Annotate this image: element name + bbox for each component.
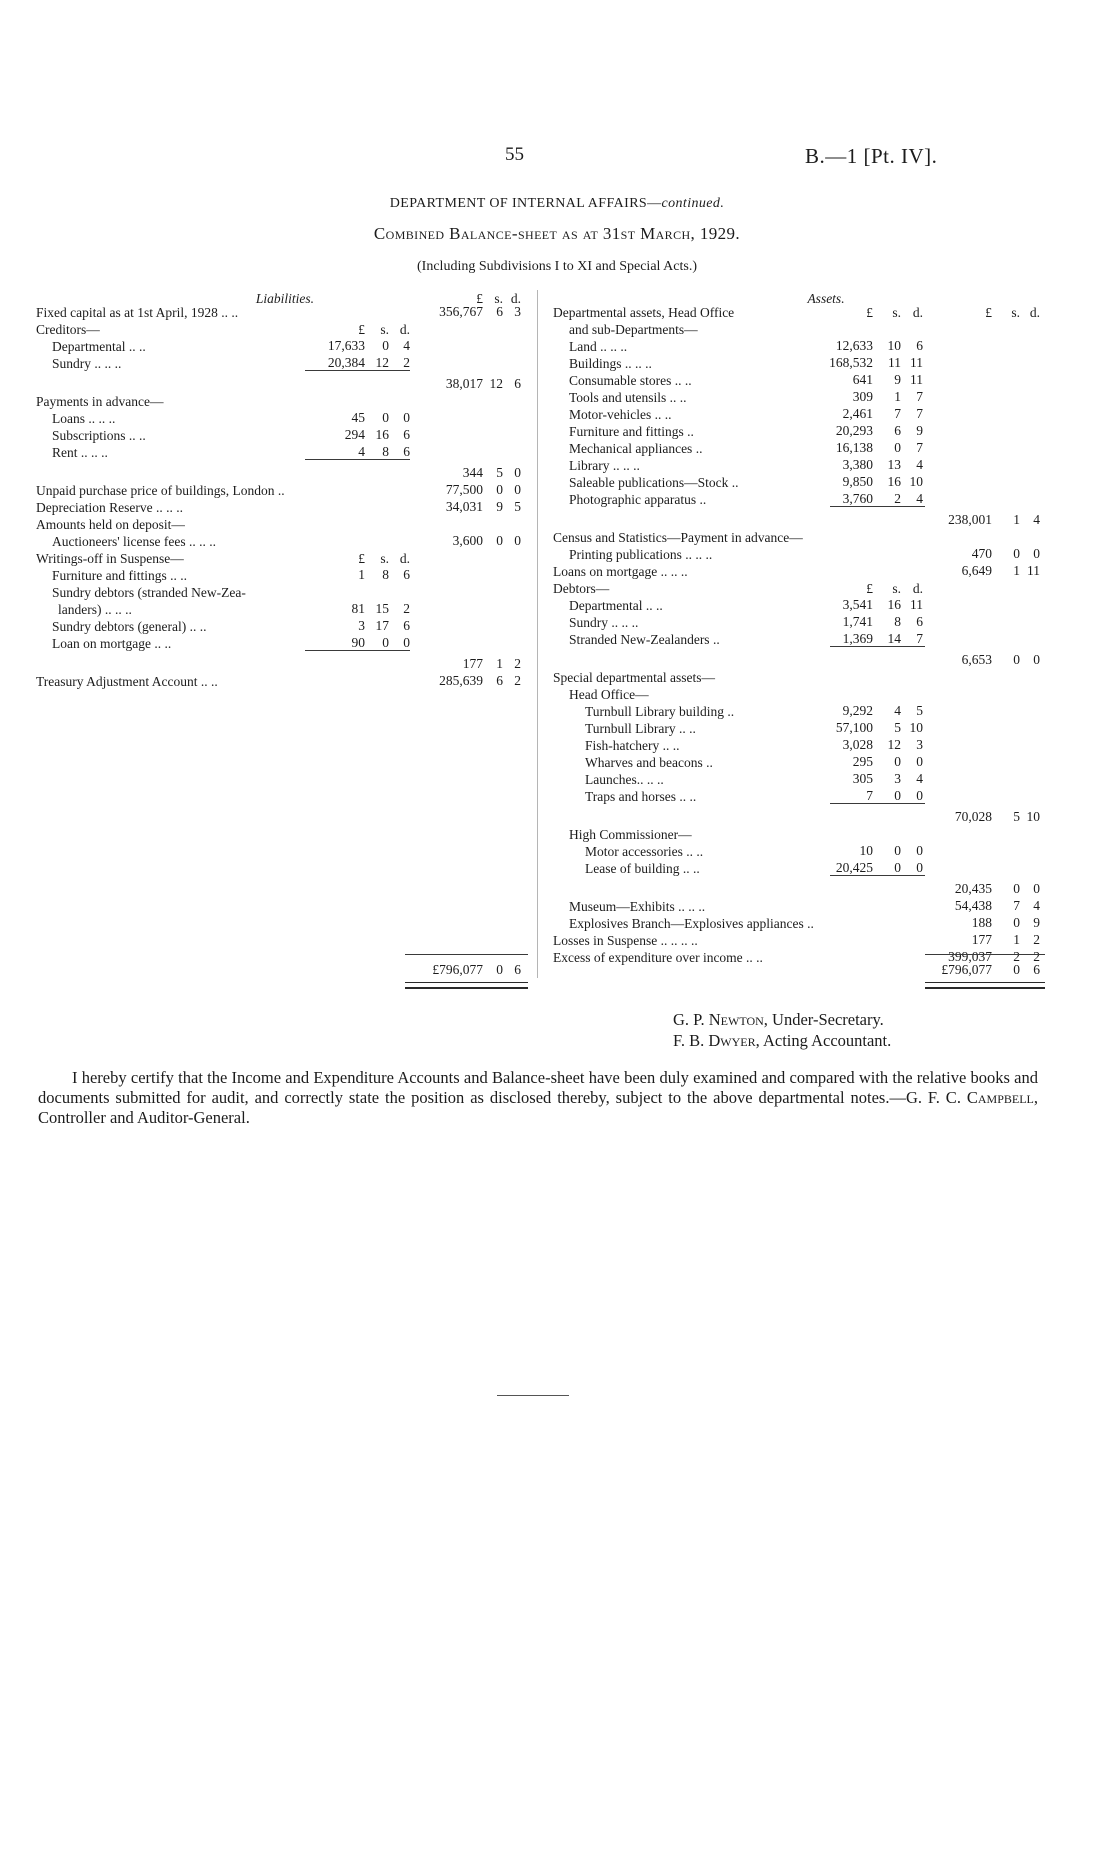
- liabilities-total-amount: 9: [496, 499, 503, 514]
- liabilities-subtotal-rule: [305, 459, 410, 460]
- assets-sub-amount: 16: [887, 474, 901, 489]
- assets-total-amount: 4: [1033, 898, 1040, 913]
- assets-total-amount: 20,435: [954, 881, 992, 896]
- liabilities-sub-amount: 8: [382, 567, 389, 582]
- liabilities-subtotal-rule: [305, 650, 410, 651]
- assets-total-amount: 1: [1013, 932, 1020, 947]
- liabilities-row-label: Departmental .. ..: [52, 339, 146, 354]
- assets-sub-amount: 309: [852, 389, 873, 404]
- assets-total-amount: 177: [971, 932, 992, 947]
- liabilities-sub-amount: 17,633: [327, 338, 365, 353]
- assets-sub-amount: 0: [916, 754, 923, 769]
- assets-total-amount: 0: [1013, 881, 1020, 896]
- department-name: DEPARTMENT OF INTERNAL AFFAIRS—: [389, 196, 662, 211]
- liabilities-sub-amount: 81: [351, 601, 365, 616]
- liabilities-total-amount: 344: [462, 465, 483, 480]
- assets-row-label: Land .. .. ..: [569, 339, 628, 354]
- assets-sub-amount: 0: [916, 843, 923, 858]
- department-continued: continued.: [661, 196, 725, 211]
- assets-sub-amount: 168,532: [829, 355, 873, 370]
- assets-sub-amount: 16: [887, 597, 901, 612]
- assets-row-label: Loans on mortgage .. .. ..: [553, 564, 688, 579]
- liabilities-sub-amount: 6: [403, 427, 410, 442]
- signature-name: Newton: [708, 1010, 764, 1029]
- assets-sub-amount: 4: [916, 771, 923, 786]
- assets-sub-col-head: d.: [912, 581, 923, 596]
- liabilities-sub-amount: 0: [403, 410, 410, 425]
- auditor-name: Campbell: [966, 1088, 1034, 1107]
- assets-row-label: Sundry .. .. ..: [569, 615, 639, 630]
- assets-sub-amount: 0: [894, 860, 901, 875]
- assets-row-label: Buildings .. .. ..: [569, 356, 652, 371]
- liabilities-row-label: Depreciation Reserve .. .. ..: [36, 500, 183, 515]
- assets-sub-amount: 1: [894, 389, 901, 404]
- assets-sub-amount: 11: [910, 597, 923, 612]
- assets-total-amount: 1: [1013, 512, 1020, 527]
- assets-sub-col-head: s.: [892, 305, 901, 320]
- assets-row-label: High Commissioner—: [569, 827, 692, 842]
- assets-sub-amount: 5: [916, 703, 923, 718]
- liabilities-double-rule: [405, 982, 528, 989]
- liabilities-row-label: Creditors—: [36, 322, 100, 337]
- liabilities-col-head: d.: [510, 291, 521, 306]
- assets-total-amount: 0: [1033, 546, 1040, 561]
- liabilities-row-label: Treasury Adjustment Account .. ..: [36, 674, 218, 689]
- liabilities-row-label: Subscriptions .. ..: [52, 428, 146, 443]
- liabilities-sub-amount: 90: [351, 635, 365, 650]
- assets-col-head: d.: [1029, 305, 1040, 320]
- liabilities-row-label: Rent .. .. ..: [52, 445, 108, 460]
- page-number: 55: [505, 144, 524, 165]
- liabilities-grand-total: £796,077: [432, 962, 483, 977]
- assets-sub-amount: 11: [888, 355, 901, 370]
- assets-subtotal-rule: [830, 646, 925, 647]
- assets-row-label: Special departmental assets—: [553, 670, 715, 685]
- assets-sub-amount: 20,293: [835, 423, 873, 438]
- assets-sub-amount: 0: [894, 440, 901, 455]
- liabilities-row-label: Payments in advance—: [36, 394, 164, 409]
- assets-row-label: Photographic apparatus ..: [569, 492, 707, 507]
- assets-sub-amount: 10: [909, 474, 923, 489]
- liabilities-sub-amount: 45: [351, 410, 365, 425]
- assets-grand-total-rule: [925, 954, 1045, 955]
- liabilities-row-label: Loan on mortgage .. ..: [52, 636, 172, 651]
- liabilities-total-amount: 12: [489, 376, 503, 391]
- liabilities-sub-amount: 1: [358, 567, 365, 582]
- liabilities-sub-col-head: d.: [399, 322, 410, 337]
- assets-grand-total: 0: [1013, 962, 1020, 977]
- liabilities-sub-amount: 0: [382, 635, 389, 650]
- assets-sub-amount: 7: [916, 631, 923, 646]
- assets-total-amount: 9: [1033, 915, 1040, 930]
- assets-heading: Assets.: [807, 291, 845, 306]
- assets-sub-amount: 7: [866, 788, 873, 803]
- liabilities-sub-amount: 0: [382, 410, 389, 425]
- assets-sub-amount: 10: [859, 843, 873, 858]
- liabilities-grand-total-rule: [405, 954, 528, 955]
- liabilities-sub-amount: 12: [375, 355, 389, 370]
- assets-row-label: Mechanical appliances ..: [569, 441, 703, 456]
- assets-total-amount: 54,438: [954, 898, 992, 913]
- liabilities-sub-col-head: £: [358, 551, 365, 566]
- assets-row-label: Departmental .. ..: [569, 598, 663, 613]
- liabilities-sub-amount: 6: [403, 444, 410, 459]
- signature-title: , Acting Accountant.: [755, 1031, 892, 1050]
- assets-sub-amount: 11: [910, 355, 923, 370]
- liabilities-sub-amount: 15: [375, 601, 389, 616]
- assets-total-amount: 0: [1033, 652, 1040, 667]
- liabilities-row-label: Sundry debtors (general) .. ..: [52, 619, 207, 634]
- assets-total-amount: 238,001: [948, 512, 992, 527]
- assets-row-label: Launches.. .. ..: [585, 772, 664, 787]
- liabilities-row-label: Sundry .. .. ..: [52, 356, 122, 371]
- assets-sub-amount: 9,850: [842, 474, 873, 489]
- liabilities-row-label: Sundry debtors (stranded New-Zea-: [52, 585, 246, 600]
- assets-sub-amount: 9: [894, 372, 901, 387]
- assets-row-label: Census and Statistics—Payment in advance—: [553, 530, 803, 545]
- assets-sub-amount: 16,138: [835, 440, 873, 455]
- liabilities-col-head: £: [476, 291, 483, 306]
- assets-row-label: Departmental assets, Head Office: [553, 305, 735, 320]
- assets-sub-amount: 3: [916, 737, 923, 752]
- assets-total-amount: 2: [1013, 949, 1020, 964]
- liabilities-grand-total: 6: [514, 962, 521, 977]
- assets-row-label: Turnbull Library building ..: [585, 704, 735, 719]
- liabilities-sub-amount: 16: [375, 427, 389, 442]
- liabilities-heading: Liabilities.: [255, 291, 315, 306]
- liabilities-sub-col-head: s.: [380, 551, 389, 566]
- liabilities-row-label: Unpaid purchase price of buildings, London ..: [36, 483, 285, 498]
- assets-sub-amount: 6: [916, 338, 923, 353]
- assets-row-label: Museum—Exhibits .. .. ..: [569, 899, 706, 914]
- assets-total-amount: 70,028: [954, 809, 992, 824]
- signature-accountant: [673, 1031, 891, 1051]
- liabilities-total-amount: 2: [514, 673, 521, 688]
- liabilities-sub-amount: 294: [344, 427, 365, 442]
- liabilities-total-amount: 6: [496, 673, 503, 688]
- assets-row-label: Consumable stores .. ..: [569, 373, 692, 388]
- department-title: [0, 196, 1114, 212]
- assets-sub-amount: 0: [916, 860, 923, 875]
- liabilities-total-amount: 0: [514, 465, 521, 480]
- assets-row-label: Saleable publications—Stock ..: [569, 475, 739, 490]
- assets-sub-amount: 0: [916, 788, 923, 803]
- assets-sub-amount: 13: [887, 457, 901, 472]
- liabilities-total-amount: 6: [496, 304, 503, 319]
- assets-total-amount: 7: [1013, 898, 1020, 913]
- liabilities-sub-amount: 0: [403, 635, 410, 650]
- liabilities-total-amount: 77,500: [445, 482, 483, 497]
- liabilities-sub-amount: 4: [403, 338, 410, 353]
- liabilities-subtotal-rule: [305, 370, 410, 371]
- assets-sub-col-head: d.: [912, 305, 923, 320]
- assets-sub-amount: 0: [894, 754, 901, 769]
- liabilities-row-label: Writings-off in Suspense—: [36, 551, 184, 566]
- assets-sub-amount: 3,028: [842, 737, 873, 752]
- auditor-title: , Controller and Auditor-General.: [38, 1088, 1038, 1127]
- liabilities-total-amount: 3: [514, 304, 521, 319]
- assets-sub-amount: 7: [916, 406, 923, 421]
- assets-sub-amount: 20,425: [835, 860, 873, 875]
- assets-grand-total: 6: [1033, 962, 1040, 977]
- liabilities-sub-col-head: d.: [399, 551, 410, 566]
- assets-row-label: Explosives Branch—Explosives appliances ..: [569, 916, 814, 931]
- liabilities-grand-total: 0: [496, 962, 503, 977]
- certificate-text: I hereby certify that the Income and Expenditure Accounts and Balance-sheet have been duly examined and compared with the relative books and documents submitted for audit, and correctly state the position as disclosed thereby, subject to the above departmental notes.—G. F. C.: [38, 1068, 1038, 1107]
- assets-total-amount: 470: [971, 546, 992, 561]
- signature-name: Dwyer: [708, 1031, 756, 1050]
- liabilities-sub-amount: 17: [375, 618, 389, 633]
- assets-row-label: Debtors—: [553, 581, 610, 596]
- assets-sub-amount: 12: [887, 737, 901, 752]
- end-rule: [497, 1395, 569, 1396]
- liabilities-total-amount: 1: [496, 656, 503, 671]
- assets-total-amount: 11: [1027, 563, 1040, 578]
- liabilities-row-label: Furniture and fittings .. ..: [52, 568, 187, 583]
- liabilities-sub-amount: 20,384: [327, 355, 365, 370]
- liabilities-sub-amount: 2: [403, 601, 410, 616]
- assets-sub-amount: 3,760: [842, 491, 873, 506]
- assets-total-amount: 10: [1026, 809, 1040, 824]
- signature-undersecretary: [673, 1010, 884, 1030]
- assets-sub-amount: 6: [894, 423, 901, 438]
- assets-subtotal-rule: [830, 803, 925, 804]
- assets-total-amount: 5: [1013, 809, 1020, 824]
- assets-sub-amount: 11: [910, 372, 923, 387]
- assets-sub-amount: 0: [894, 843, 901, 858]
- assets-sub-amount: 10: [887, 338, 901, 353]
- assets-sub-amount: 14: [887, 631, 901, 646]
- assets-total-amount: 1: [1013, 563, 1020, 578]
- assets-row-label: Losses in Suspense .. .. .. ..: [553, 933, 698, 948]
- liabilities-row-label: Amounts held on deposit—: [36, 517, 185, 532]
- assets-sub-col-head: £: [866, 305, 873, 320]
- assets-sub-amount: 7: [894, 406, 901, 421]
- liabilities-total-amount: 356,767: [439, 304, 483, 319]
- liabilities-col-head: s.: [494, 291, 503, 306]
- liabilities-sub-amount: 2: [403, 355, 410, 370]
- liabilities-total-amount: 0: [496, 482, 503, 497]
- assets-sub-amount: 5: [894, 720, 901, 735]
- assets-total-amount: 6,653: [961, 652, 992, 667]
- liabilities-sub-amount: 4: [358, 444, 365, 459]
- assets-total-amount: 0: [1013, 652, 1020, 667]
- assets-sub-amount: 9: [916, 423, 923, 438]
- assets-sub-amount: 4: [916, 491, 923, 506]
- liabilities-total-amount: 177: [462, 656, 483, 671]
- assets-sub-amount: 641: [852, 372, 873, 387]
- liabilities-sub-amount: 0: [382, 338, 389, 353]
- assets-sub-amount: 0: [894, 788, 901, 803]
- liabilities-row-label: Fixed capital as at 1st April, 1928 .. ..: [36, 305, 239, 320]
- assets-row-label: Wharves and beacons ..: [585, 755, 713, 770]
- liabilities-total-amount: 0: [514, 533, 521, 548]
- assets-row-label: Stranded New-Zealanders ..: [569, 632, 720, 647]
- assets-row-label: Fish-hatchery .. ..: [585, 738, 680, 753]
- assets-sub-amount: 3: [894, 771, 901, 786]
- assets-sub-amount: 7: [916, 389, 923, 404]
- liabilities-total-amount: 0: [496, 533, 503, 548]
- assets-sub-amount: 295: [852, 754, 873, 769]
- assets-sub-amount: 12,633: [835, 338, 873, 353]
- assets-row-label: Excess of expenditure over income .. ..: [553, 950, 763, 965]
- audit-certificate: [38, 1068, 1038, 1128]
- assets-row-label: Printing publications .. .. ..: [569, 547, 713, 562]
- signature-initials: G. P.: [673, 1010, 705, 1029]
- assets-sub-col-head: s.: [892, 581, 901, 596]
- assets-sub-amount: 1,741: [842, 614, 873, 629]
- assets-sub-col-head: £: [866, 581, 873, 596]
- assets-sub-amount: 4: [894, 703, 901, 718]
- assets-row-label: Traps and horses .. ..: [585, 789, 697, 804]
- assets-total-amount: 2: [1033, 932, 1040, 947]
- assets-row-label: Lease of building .. ..: [585, 861, 700, 876]
- liabilities-row-label: landers) .. .. ..: [58, 602, 132, 617]
- liabilities-total-amount: 5: [514, 499, 521, 514]
- assets-sub-amount: 2,461: [842, 406, 873, 421]
- assets-sub-amount: 57,100: [835, 720, 873, 735]
- assets-sub-amount: 4: [916, 457, 923, 472]
- assets-row-label: and sub-Departments—: [569, 322, 698, 337]
- liabilities-sub-amount: 6: [403, 618, 410, 633]
- assets-sub-amount: 305: [852, 771, 873, 786]
- assets-total-amount: 0: [1033, 881, 1040, 896]
- liabilities-total-amount: 2: [514, 656, 521, 671]
- liabilities-total-amount: 3,600: [452, 533, 483, 548]
- assets-subtotal-rule: [830, 506, 925, 507]
- liabilities-total-amount: 38,017: [445, 376, 483, 391]
- statement-title: Combined Balance-sheet as at 31st March, 1929.: [373, 224, 741, 243]
- assets-sub-amount: 3,380: [842, 457, 873, 472]
- assets-total-amount: 0: [1013, 546, 1020, 561]
- assets-total-amount: 6,649: [961, 563, 992, 578]
- liabilities-row-label: Loans .. .. ..: [52, 411, 116, 426]
- liabilities-sub-amount: 3: [358, 618, 365, 633]
- liabilities-total-amount: 6: [514, 376, 521, 391]
- assets-sub-amount: 1,369: [842, 631, 873, 646]
- statement-scope: (Including Subdivisions I to XI and Special Acts.): [417, 259, 697, 274]
- assets-sub-amount: 7: [916, 440, 923, 455]
- liabilities-total-amount: 0: [514, 482, 521, 497]
- assets-total-amount: 4: [1033, 512, 1040, 527]
- assets-subtotal-rule: [830, 875, 925, 876]
- liabilities-total-amount: 5: [496, 465, 503, 480]
- document-reference: B.—1 [Pt. IV].: [805, 144, 938, 168]
- assets-total-amount: 2: [1033, 949, 1040, 964]
- assets-sub-amount: 9,292: [842, 703, 873, 718]
- assets-sub-amount: 6: [916, 614, 923, 629]
- liabilities-sub-col-head: s.: [380, 322, 389, 337]
- assets-sub-amount: 10: [909, 720, 923, 735]
- assets-row-label: Tools and utensils .. ..: [569, 390, 687, 405]
- assets-row-label: Motor-vehicles .. ..: [569, 407, 672, 422]
- assets-row-label: Furniture and fittings ..: [569, 424, 694, 439]
- assets-col-head: s.: [1011, 305, 1020, 320]
- assets-col-head: £: [985, 305, 992, 320]
- assets-sub-amount: 3,541: [842, 597, 873, 612]
- liabilities-row-label: Auctioneers' license fees .. .. ..: [52, 534, 216, 549]
- liabilities-sub-amount: 6: [403, 567, 410, 582]
- liabilities-total-amount: 34,031: [445, 499, 483, 514]
- liabilities-total-amount: 285,639: [439, 673, 483, 688]
- signature-initials: F. B.: [673, 1031, 705, 1050]
- assets-sub-amount: 8: [894, 614, 901, 629]
- assets-row-label: Turnbull Library .. ..: [585, 721, 696, 736]
- column-divider: [537, 290, 538, 978]
- assets-total-amount: 188: [971, 915, 992, 930]
- assets-sub-amount: 2: [894, 491, 901, 506]
- assets-row-label: Library .. .. ..: [569, 458, 640, 473]
- assets-row-label: Head Office—: [569, 687, 649, 702]
- assets-total-amount: 0: [1013, 915, 1020, 930]
- assets-total-amount: 399,037: [948, 949, 992, 964]
- assets-grand-total: £796,077: [941, 962, 992, 977]
- liabilities-sub-col-head: £: [358, 322, 365, 337]
- signature-title: , Under-Secretary.: [763, 1010, 884, 1029]
- assets-row-label: Motor accessories .. ..: [585, 844, 704, 859]
- liabilities-sub-amount: 8: [382, 444, 389, 459]
- assets-double-rule: [925, 982, 1045, 989]
